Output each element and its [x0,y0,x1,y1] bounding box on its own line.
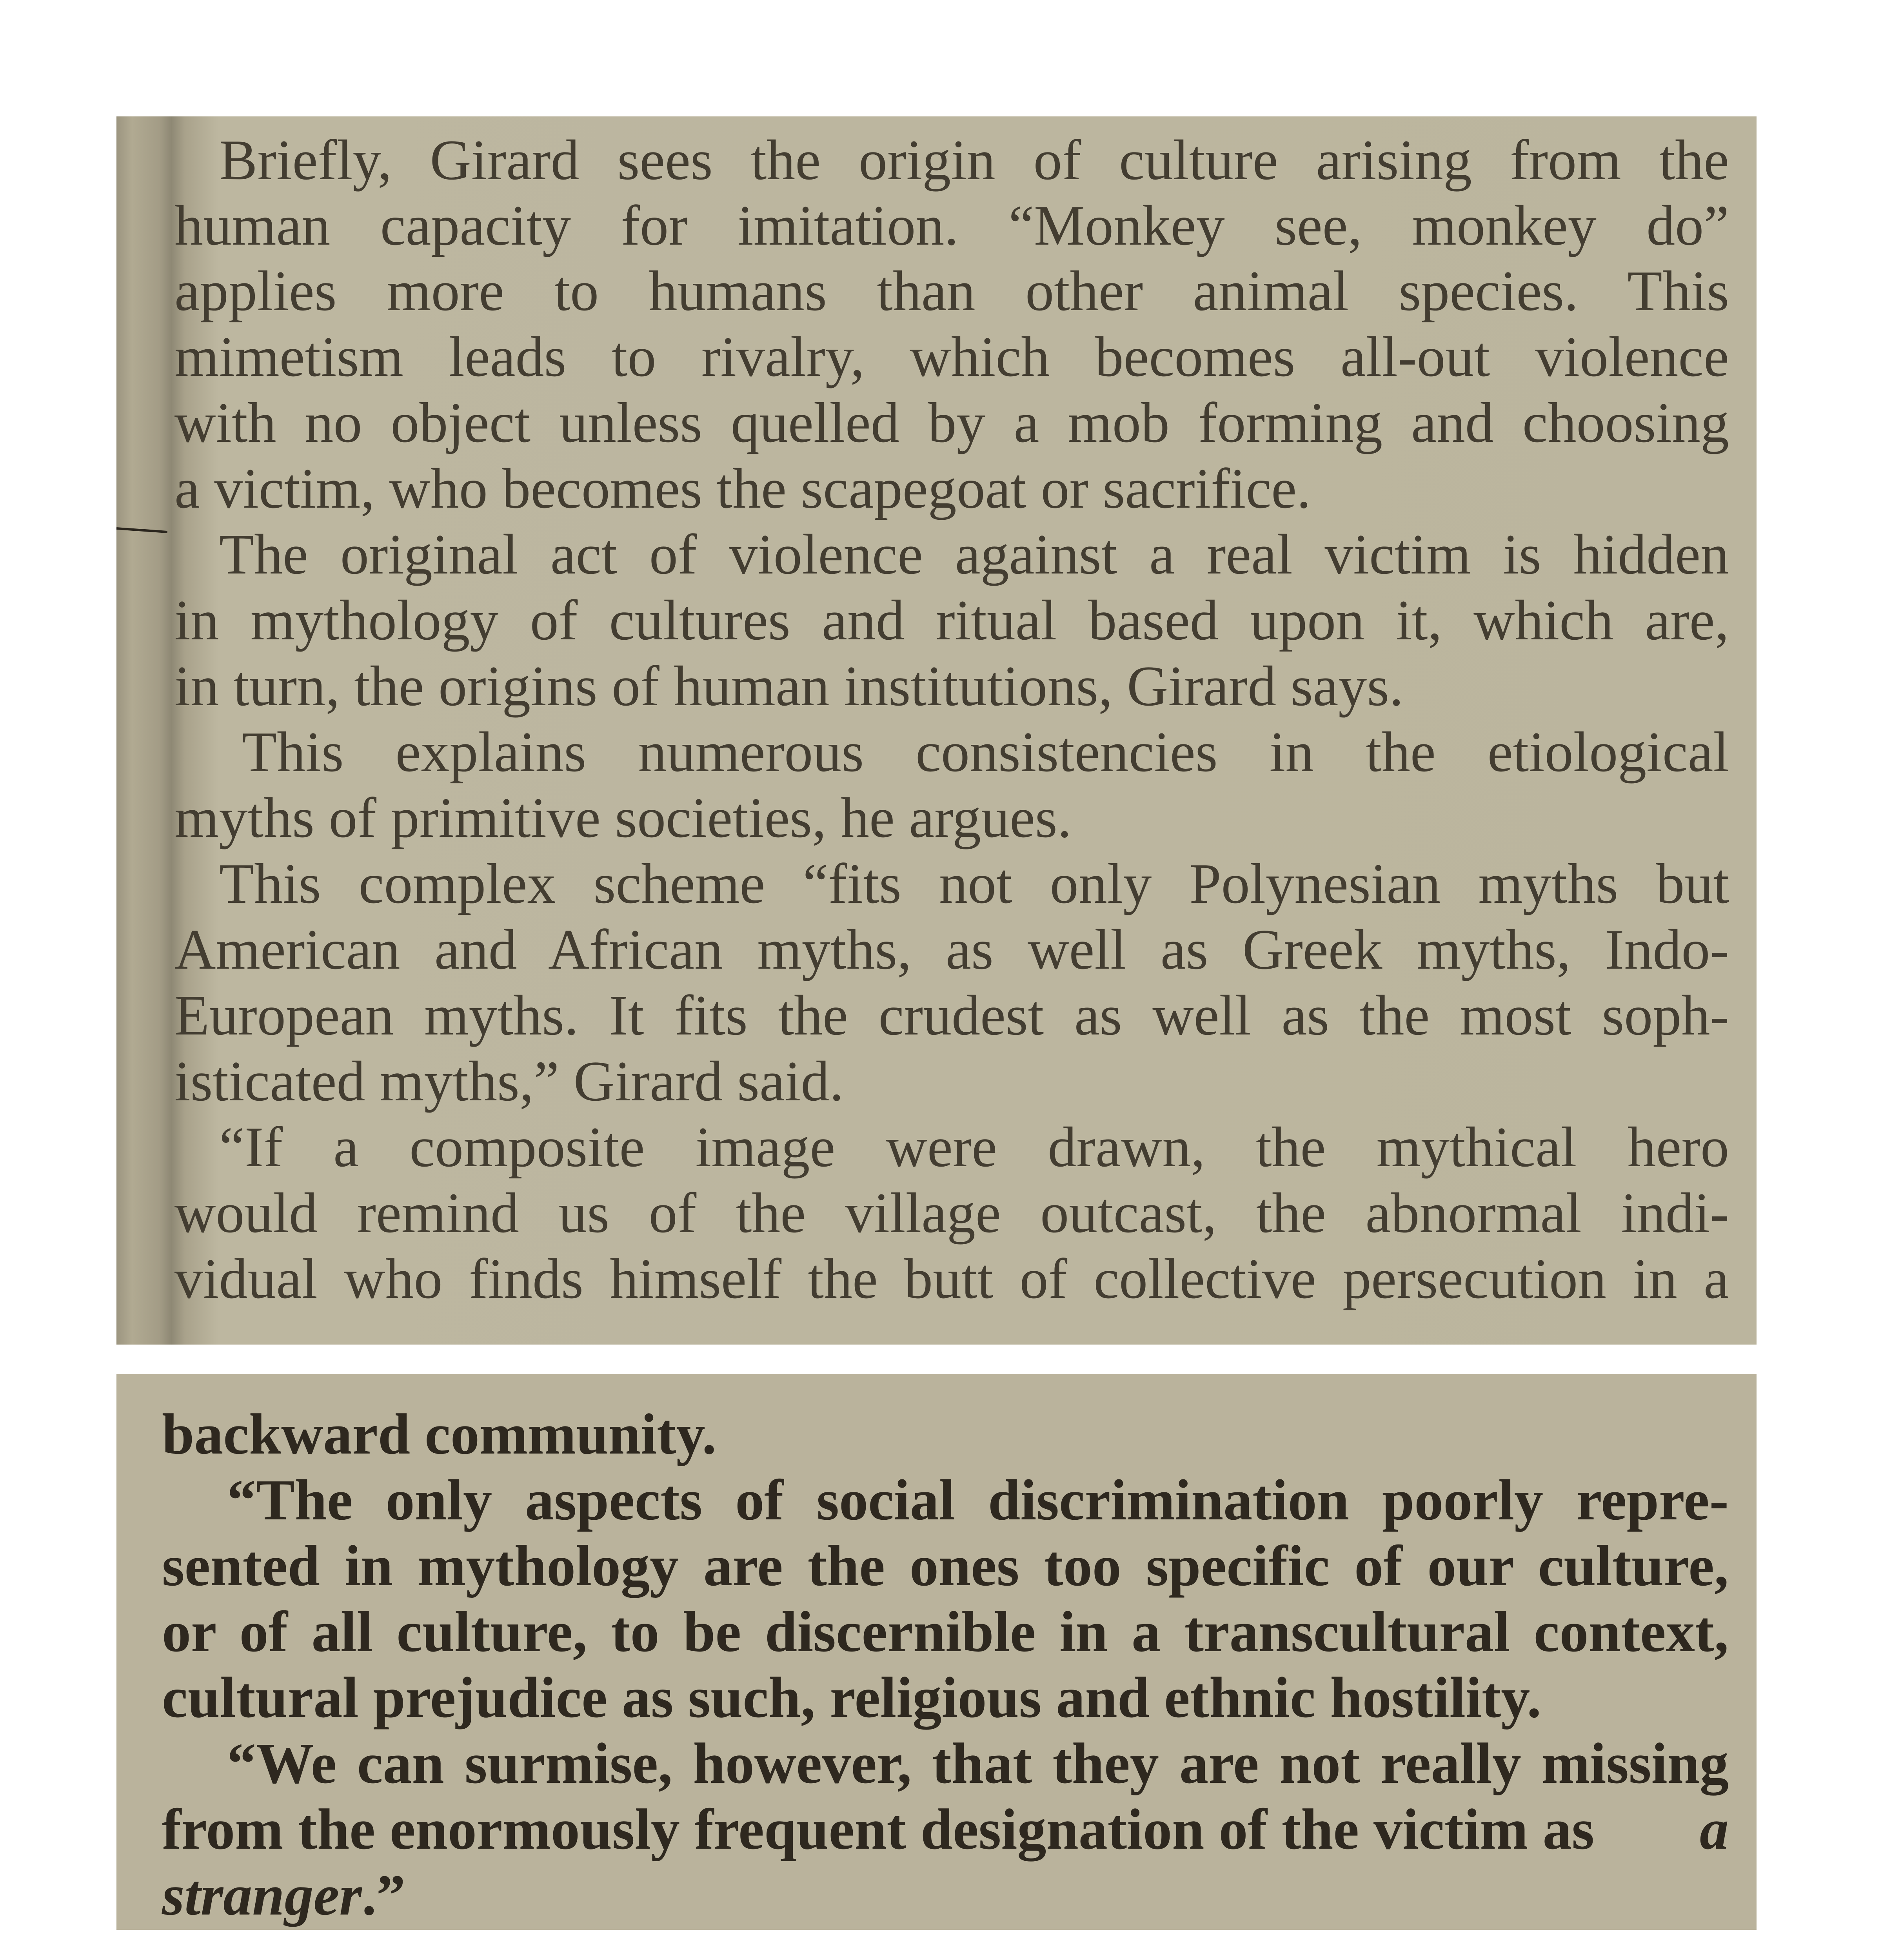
text-line: Briefly, Girard sees the origin of culture arising from the [219,128,1729,192]
text-line: applies more to humans than other animal species. This [174,259,1729,323]
italic-word: stranger [162,1863,362,1927]
text-line: myths of primitive societies, he argues. [174,786,1072,849]
text-line: or of all culture, to be discernible in a transcultural context, [162,1600,1729,1664]
text-line: mimetism leads to rivalry, which becomes all-out violence [174,325,1729,388]
text-line: This complex scheme “fits not only Polynesian myths but [219,852,1729,915]
text-line: would remind us of the village outcast, the abnormal indi- [174,1181,1729,1245]
text-line: cultural prejudice as such, religious and ethnic hostility. [162,1666,1542,1730]
text-line: “We can surmise, however, that they are not really missing [227,1731,1729,1796]
text-line-final [162,1863,405,1927]
italic-word: a [1700,1797,1729,1862]
newspaper-clipping-bottom [116,1374,1757,1930]
text-line: This explains numerous consistencies in the etiological [242,720,1729,784]
text-line: with no object unless quelled by a mob forming and choosing [174,391,1729,454]
text-line: American and African myths, as well as Greek myths, Indo- [174,918,1729,981]
text-line: The original act of violence against a real victim is hidden [219,523,1729,586]
text-line: backward community. [162,1402,717,1466]
margin-pencil-mark [116,527,167,533]
text-line: in turn, the origins of human institutions, Girard says. [174,654,1404,718]
text-line: European myths. It fits the crudest as well as the most soph- [174,984,1729,1047]
text-line: human capacity for imitation. “Monkey see, monkey do” [174,194,1729,257]
text-line: “The only aspects of social discrimination poorly repre- [227,1468,1729,1532]
closing-quote: .” [362,1863,405,1927]
text-segment: from the enormously frequent designation of the victim as [162,1797,1595,1862]
text-line: in mythology of cultures and ritual based upon it, which are, [174,588,1729,652]
text-line: isticated myths,” Girard said. [174,1049,844,1113]
text-line: vidual who finds himself the butt of collective persecution in a [174,1247,1729,1310]
newspaper-clipping-top [116,116,1757,1345]
text-line: “If a composite image were drawn, the mythical hero [219,1115,1729,1179]
text-line-with-italic-end [162,1797,1729,1862]
text-line: sented in mythology are the ones too specific of our culture, [162,1534,1729,1598]
text-line: a victim, who becomes the scapegoat or sacrifice. [174,457,1311,520]
